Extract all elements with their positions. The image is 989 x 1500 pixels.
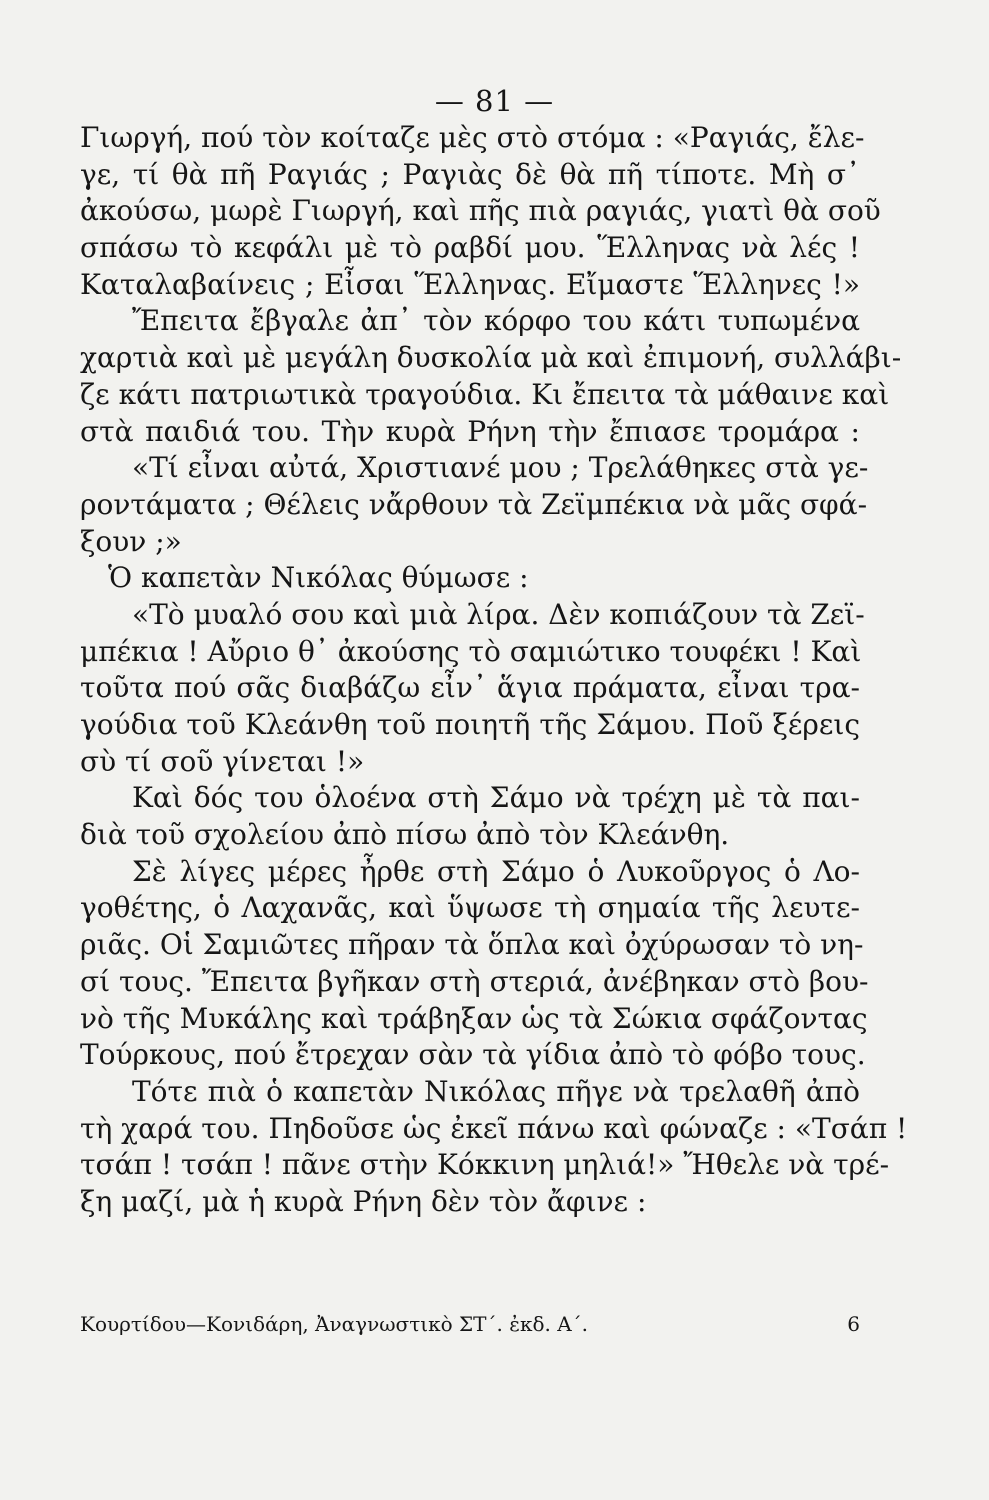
text-line: γοθέτης, ὁ Λαχανᾶς, καὶ ὕψωσε τὴ σημαία τῆς λευτε- [80,891,860,925]
text-line: Ἔπειτα ἔβγαλε ἀπ᾽ τὸν κόρφο του κάτι τυπωμένα [132,304,860,338]
text-line: ἀκούσω, μωρὲ Γιωργή, καὶ πῆς πιὰ ραγιάς, γιατὶ θὰ σοῦ [80,194,881,228]
page-number: — 81 — [434,84,555,118]
text-line: διὰ τοῦ σχολείου ἀπὸ πίσω ἀπὸ τὸν Κλεάνθη. [80,818,730,852]
text-line: γε, τί θὰ πῆ Ραγιάς ; Ραγιὰς δὲ θὰ πῆ τίποτε. Μὴ σ᾽ [80,157,860,191]
text-line: Τότε πιὰ ὁ καπετὰν Νικόλας πῆγε νὰ τρελαθῆ ἀπὸ [132,1074,860,1108]
footer-citation: Κουρτίδου—Κονιδάρη, Ἀναγνωστικὸ ΣΤ΄. ἐκδ. Α΄. [80,1312,588,1336]
text-line: ζε κάτι πατριωτικὰ τραγούδια. Κι ἔπειτα τὰ μάθαινε καὶ [80,377,890,411]
text-line: σί τους. Ἔπειτα βγῆκαν στὴ στεριά, ἀνέβηκαν στὸ βου- [80,964,869,998]
text-line: τὴ χαρά του. Πηδοῦσε ὡς ἐκεῖ πάνω καὶ φώναζε : «Τσάπ ! [80,1111,908,1145]
text-line: Καταλαβαίνεις ; Εἶσαι Ἕλληνας. Εἴμαστε Ἕλληνες !» [80,267,860,301]
text-line: Τούρκους, πού ἔτρεχαν σὰν τὰ γίδια ἀπὸ τὸ φόβο τους. [80,1038,866,1072]
text-line: μπέκια ! Αὔριο θ᾽ ἀκούσης τὸ σαμιώτικο τουφέκι ! Καὶ [80,634,862,668]
text-line: τοῦτα πού σᾶς διαβάζω εἶν᾽ ἅγια πράματα, εἶναι τρα- [80,671,860,705]
text-line: σπάσω τὸ κεφάλι μὲ τὸ ραβδί μου. Ἕλληνας νὰ λές ! [80,231,860,265]
text-line: Σὲ λίγες μέρες ἦρθε στὴ Σάμο ὁ Λυκοῦργος ὁ Λο- [132,854,860,888]
text-line: σὺ τί σοῦ γίνεται !» [80,744,365,778]
text-line: χαρτιὰ καὶ μὲ μεγάλη δυσκολία μὰ καὶ ἐπιμονή, συλλάβι- [80,341,902,375]
text-line: ξη μαζί, μὰ ἡ κυρὰ Ρήνη δὲν τὸν ἄφινε : [80,1184,647,1218]
text-line: στὰ παιδιά του. Τὴν κυρὰ Ρήνη τὴν ἔπιασε τρομάρα : [80,414,860,448]
text-line: Ὁ καπετὰν Νικόλας θύμωσε : [108,561,529,595]
text-line: «Τὸ μυαλό σου καὶ μιὰ λίρα. Δὲν κοπιάζουν τὰ Ζεϊ- [132,597,865,631]
text-line: ριᾶς. Οἱ Σαμιῶτες πῆραν τὰ ὅπλα καὶ ὀχύρωσαν τὸ νη- [80,928,864,962]
text-line: ροντάματα ; Θέλεις νἄρθουν τὰ Ζεϊμπέκια νὰ μᾶς σφά- [80,487,868,521]
signature-mark: 6 [847,1312,860,1336]
text-line: «Τί εἶναι αὐτά, Χριστιανέ μου ; Τρελάθηκες στὰ γε- [132,451,869,485]
text-line: ξουν ;» [80,524,182,558]
text-line: Γιωργή, πού τὸν κοίταζε μὲς στὸ στόμα : «Ραγιάς, ἔλε- [80,121,865,154]
page-footer [80,1312,860,1342]
text-line: Καὶ δός του ὁλοένα στὴ Σάμο νὰ τρέχη μὲ τὰ παι- [132,781,860,815]
text-line: γούδια τοῦ Κλεάνθη τοῦ ποιητῆ τῆς Σάμου. Ποῦ ξέρεις [80,708,860,741]
body-text [80,120,908,1221]
text-line: νὸ τῆς Μυκάλης καὶ τράβηξαν ὡς τὰ Σώκια σφάζοντας [80,1001,868,1035]
text-line: τσάπ ! τσάπ ! πᾶνε στὴν Κόκκινη μηλιά!» Ἤθελε νὰ τρέ- [80,1148,890,1182]
